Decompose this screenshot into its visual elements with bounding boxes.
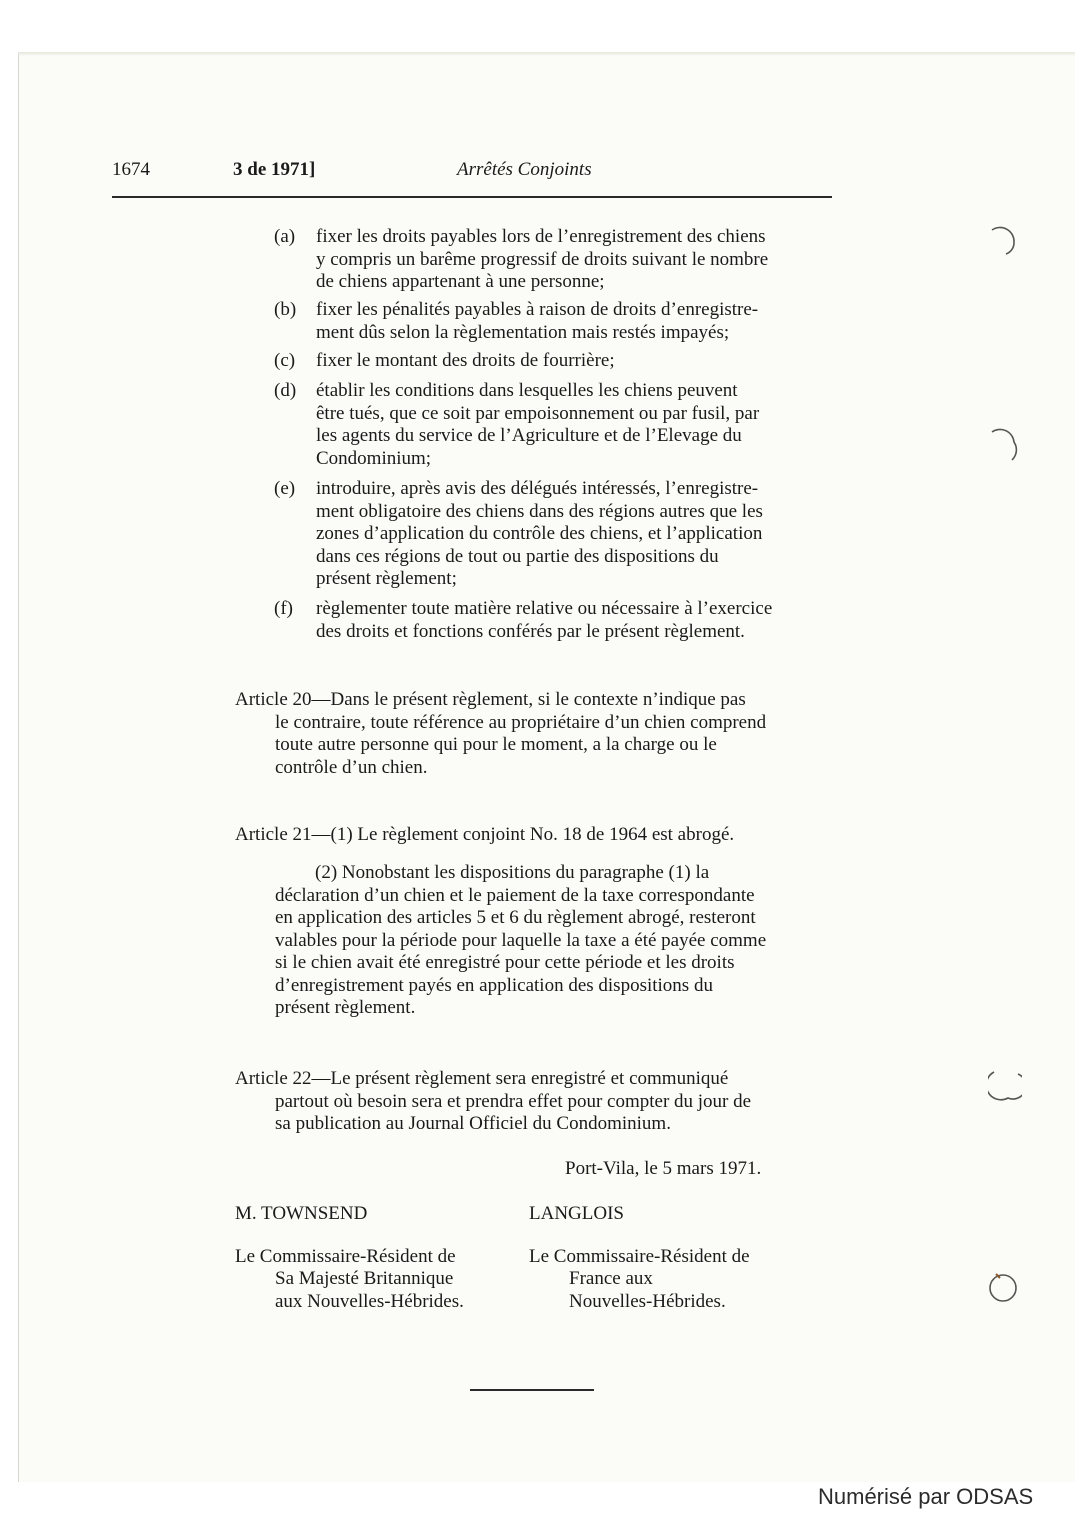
signatory-french <box>529 1203 750 1313</box>
signatory-name: LANGLOIS <box>529 1203 624 1224</box>
item-label: (c) <box>274 350 296 371</box>
article-21-first-line: Article 21—(1) Le règlement conjoint No. 18 de 1964 est abrogé. <box>235 824 735 845</box>
article-line: sa publication au Journal Officiel du Condominium. <box>275 1113 671 1134</box>
paragraph-line: si le chien avait été enregistré pour cette période et les droits <box>275 952 735 973</box>
article-21 <box>235 824 833 847</box>
item-line: introduire, après avis des délégués intéressés, l’enregistre- <box>316 478 759 499</box>
list-item-f <box>274 598 834 643</box>
signatory-british <box>235 1203 464 1313</box>
paragraph-line: en application des articles 5 et 6 du règlement abrogé, resteront <box>275 907 756 928</box>
article-22-first-line: Article 22—Le présent règlement sera enregistré et communiqué <box>235 1068 729 1089</box>
list-item-d <box>274 380 834 470</box>
paper-top-edge <box>18 52 1075 56</box>
item-label: (a) <box>274 226 296 247</box>
article-21-paragraph-2 <box>275 862 833 1020</box>
end-rule <box>470 1389 594 1391</box>
page-number: 1674 <box>112 159 150 180</box>
list-item-a <box>274 226 834 294</box>
item-line: y compris un barême progressif de droits suivant le nombre <box>316 248 769 270</box>
punch-hole-mark <box>988 1068 1022 1102</box>
signatory-title-line: Le Commissaire-Résident de <box>529 1245 750 1267</box>
paragraph-line: déclaration d’un chien et le paiement de la taxe correspondante <box>275 884 755 906</box>
list-item-b <box>274 299 834 344</box>
item-line: Condominium; <box>316 447 432 469</box>
item-label: (f) <box>274 598 293 619</box>
item-line: présent règlement; <box>316 568 457 589</box>
article-line: le contraire, toute référence au propriétaire d’un chien comprend <box>275 711 767 733</box>
signatory-title-line: aux Nouvelles-Hébrides. <box>275 1290 464 1312</box>
signatory-title-line: France aux <box>569 1268 653 1289</box>
item-line: zones d’application du contrôle des chiens, et l’application <box>316 523 763 544</box>
punch-hole-mark <box>986 224 1020 258</box>
paragraph-line: présent règlement. <box>275 997 416 1018</box>
punch-hole-mark <box>986 1268 1020 1302</box>
item-label: (e) <box>274 478 296 499</box>
item-label: (d) <box>274 380 297 401</box>
item-line: fixer les droits payables lors de l’enregistrement des chiens <box>316 226 766 247</box>
signatory-title-line: Le Commissaire-Résident de <box>235 1245 456 1267</box>
signatory-title-line: Sa Majesté Britannique <box>275 1268 454 1289</box>
item-line: les agents du service de l’Agriculture et de l’Elevage du <box>316 425 742 446</box>
article-line: partout où besoin sera et prendra effet pour compter du jour de <box>275 1090 752 1112</box>
item-line: de chiens appartenant à une personne; <box>316 271 605 292</box>
article-line: contrôle d’un chien. <box>275 756 428 778</box>
article-20-first-line: Article 20—Dans le présent règlement, si le contexte n’indique pas <box>235 689 746 710</box>
article-20 <box>235 689 833 779</box>
place-date: Port-Vila, le 5 mars 1971. <box>565 1158 762 1179</box>
item-label: (b) <box>274 299 297 320</box>
punch-hole-mark <box>988 428 1022 462</box>
paragraph-line: valables pour la période pour laquelle la taxe a été payée comme <box>275 929 767 951</box>
item-line: fixer le montant des droits de fourrière; <box>316 350 615 371</box>
article-22 <box>235 1068 833 1136</box>
header-rule <box>112 196 832 198</box>
item-line: règlementer toute matière relative ou nécessaire à l’exercice <box>316 598 773 619</box>
item-line: des droits et fonctions conférés par le présent règlement. <box>316 620 745 642</box>
header-reference: 3 de 1971] <box>233 159 316 180</box>
item-line: établir les conditions dans lesquelles les chiens peuvent <box>316 380 738 401</box>
paragraph-first-line: (2) Nonobstant les dispositions du paragraphe (1) la <box>315 862 710 883</box>
item-line: fixer les pénalités payables à raison de droits d’enregistre- <box>316 299 759 320</box>
signatory-name: M. TOWNSEND <box>235 1203 368 1224</box>
digitization-watermark: Numérisé par ODSAS <box>818 1484 1034 1509</box>
header-title: Arrêtés Conjoints <box>457 159 592 180</box>
item-line: dans ces régions de tout ou partie des dispositions du <box>316 545 719 567</box>
list-item-c <box>274 350 834 373</box>
signatory-title-line: Nouvelles-Hébrides. <box>569 1290 726 1312</box>
list-item-e <box>274 478 834 591</box>
item-line: être tués, que ce soit par empoisonnement ou par fusil, par <box>316 402 760 424</box>
article-line: toute autre personne qui pour le moment, a la charge ou le <box>275 734 717 755</box>
item-line: ment dûs selon la règlementation mais restés impayés; <box>316 321 730 343</box>
paragraph-line: d’enregistrement payés en application des dispositions du <box>275 974 713 996</box>
item-line: ment obligatoire des chiens dans des régions autres que les <box>316 500 763 522</box>
